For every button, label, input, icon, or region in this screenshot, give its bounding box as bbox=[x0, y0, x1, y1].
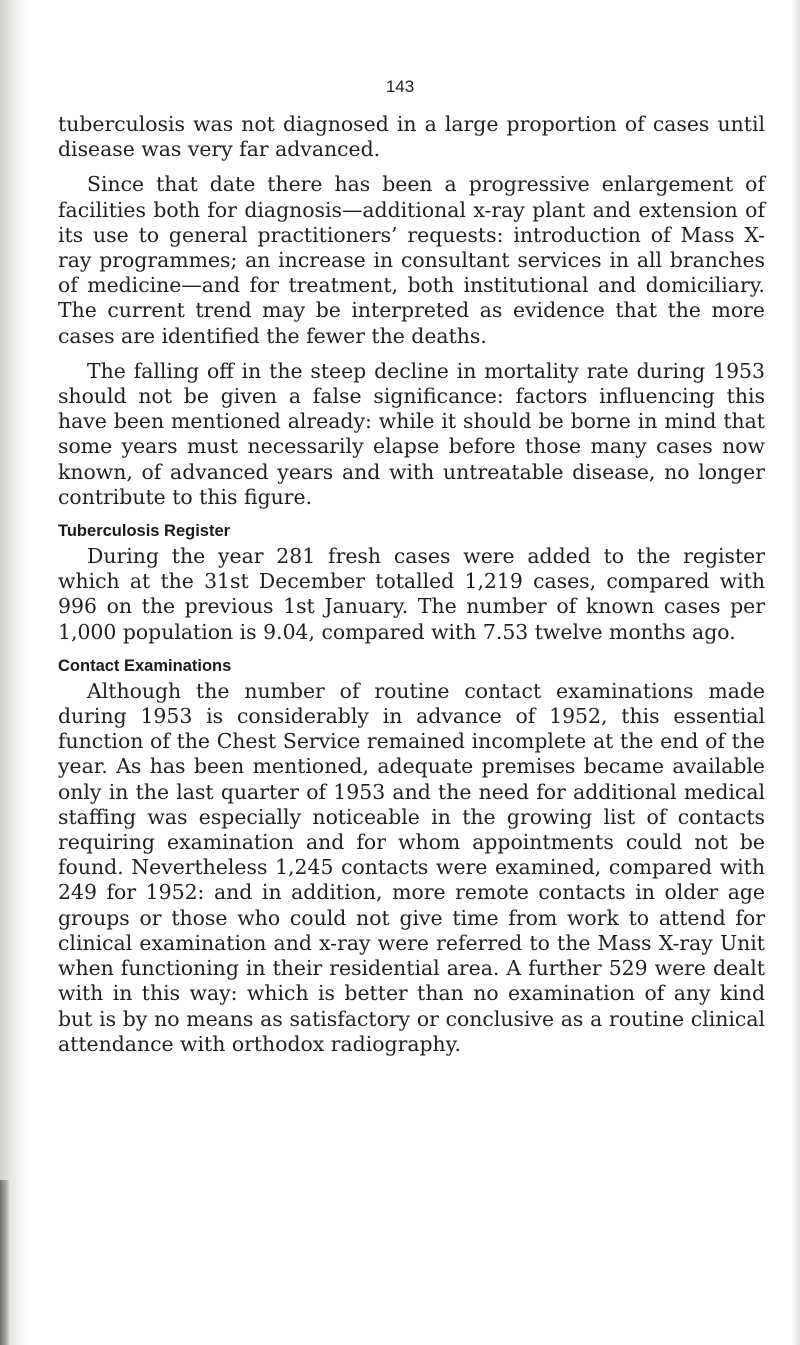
page-right-edge bbox=[792, 0, 800, 1345]
paragraph-register: During the year 281 fresh cases were added to the register which at the 31st December totalled 1,219 cases, compared with 996 on the previous 1st January. The number of known cases per 1,000 population is 9.04, compared with 7.53 twelve months ago. bbox=[58, 544, 765, 644]
page-number: 143 bbox=[385, 77, 415, 96]
paragraph-continuation: tuberculosis was not diagnosed in a large proportion of cases until disease was very far advanced. bbox=[58, 112, 765, 162]
page-binding-shadow bbox=[0, 0, 28, 1345]
page-body bbox=[58, 112, 765, 1057]
page-binding-dark-edge bbox=[0, 1180, 10, 1345]
paragraph-mortality: The falling off in the steep decline in mortality rate during 1953 should not be given a false significance: factors influencing this have been mentioned already: while it should be borne in mind that some years must necessarily elapse before those many cases now known, of advanced years and with untreatable disease, no longer contribute to this figure. bbox=[58, 358, 765, 509]
heading-tuberculosis-register: Tuberculosis Register bbox=[58, 522, 231, 541]
paragraph-contact-examinations: Although the number of routine contact examinations made during 1953 is considerably in advance of 1952, this essential function of the Chest Service remained incomplete at the end of the year. As has been mentioned, adequate premises became available only in the last quarter of 1953 and the need for additional medical staffing was especially noticeable in the growing list of contacts requiring examination and for whom appointments could not be found. Nevertheless 1,245 contacts were examined, compared with 249 for 1952: and in addition, more remote contacts in older age groups or those who could not give time from work to attend for clinical examination and x-ray were referred to the Mass X-ray Unit when functioning in their residential area. A further 529 were dealt with in this way: which is better than no examination of any kind but is by no means as satisfactory or conclusive as a routine clinical attendance with orthodox radiography. bbox=[58, 678, 765, 1056]
heading-contact-examinations: Contact Examinations bbox=[58, 656, 232, 675]
paragraph-facilities: Since that date there has been a progressive enlargement of facilities both for diagnosis—additional x-ray plant and extension of its use to general practitioners’ requests: introduction of Mass X-ray programmes; an increase in consultant services in all branches of medicine—and for treatment, both institutional and domiciliary. The current trend may be interpreted as evidence that the more cases are identified the fewer the deaths. bbox=[58, 172, 765, 348]
